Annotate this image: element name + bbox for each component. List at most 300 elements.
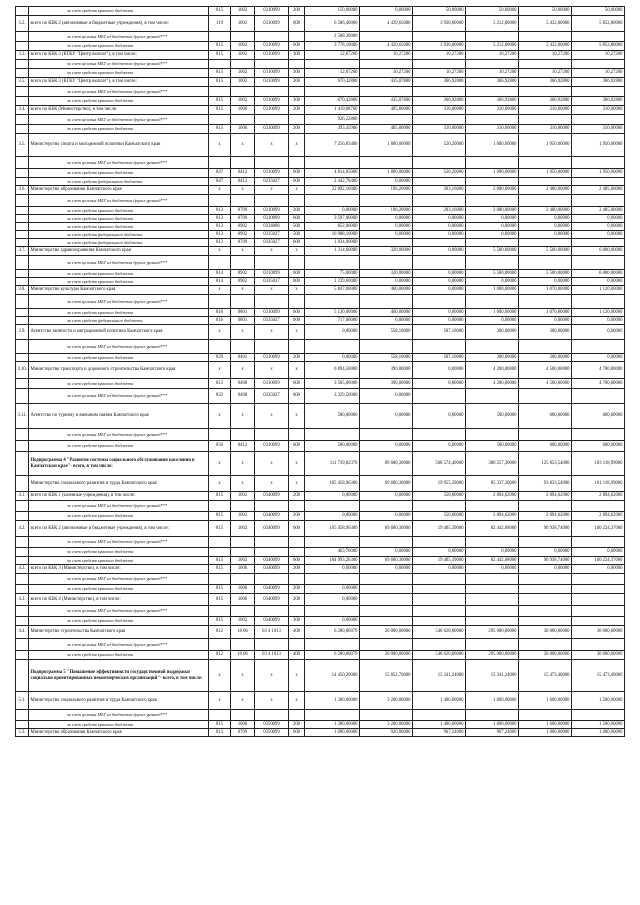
code-target-article: 0340099 xyxy=(255,521,289,537)
amount-col-2 xyxy=(360,60,413,69)
amount-col-3: 10,27200 xyxy=(413,69,466,78)
code-section: x xyxy=(231,476,255,492)
amount-col-4: 500,00000 xyxy=(466,404,519,429)
table-row xyxy=(16,354,625,362)
table-row xyxy=(16,169,625,178)
table-row xyxy=(16,548,625,557)
amount-col-2: 435,07800 xyxy=(360,78,413,87)
amount-col-6 xyxy=(572,178,625,186)
row-number xyxy=(16,441,29,452)
amount-col-2 xyxy=(360,256,413,270)
code-target-article: 0310099 xyxy=(255,309,289,317)
amount-col-5: 5 500,00000 xyxy=(519,247,572,256)
amount-col-4: 0,00000 xyxy=(466,223,519,231)
amount-col-5 xyxy=(519,32,572,42)
row-description: за счет средств краевого бюджета xyxy=(29,42,209,51)
code-section xyxy=(231,157,255,169)
row-description: за счет целевых МБТ из бюджетов других уровней*** xyxy=(29,537,209,548)
amount-col-2: 0,00000 xyxy=(360,548,413,557)
amount-col-1 xyxy=(305,60,360,69)
amount-col-1: 0,00000 xyxy=(305,492,360,501)
code-target-article: 0235027 xyxy=(255,178,289,186)
table-row xyxy=(16,286,625,295)
row-number: 3.9. xyxy=(16,325,29,340)
amount-col-5: 93 833,54000 xyxy=(519,476,572,492)
row-number xyxy=(16,97,29,106)
table-row xyxy=(16,521,625,537)
amount-col-6: 0,00000 xyxy=(572,548,625,557)
amount-col-2: 320,00000 xyxy=(360,270,413,278)
code-target-article: 0310099 xyxy=(255,97,289,106)
code-target-article xyxy=(255,195,289,207)
amount-col-5: 0,00000 xyxy=(519,223,572,231)
row-description: за счет средств краевого бюджета xyxy=(29,69,209,78)
code-ministry xyxy=(209,157,231,169)
code-section: 0801 xyxy=(231,309,255,317)
amount-col-2: 558,10000 xyxy=(360,325,413,340)
code-target-article: 0335027 xyxy=(255,231,289,239)
amount-col-6 xyxy=(572,429,625,441)
amount-col-2: 20 000,00000 xyxy=(360,626,413,639)
amount-col-1 xyxy=(305,429,360,441)
code-expense-type: 600 xyxy=(289,42,305,51)
code-section xyxy=(231,501,255,512)
amount-col-3 xyxy=(413,340,466,354)
table-row xyxy=(16,389,625,404)
amount-col-3 xyxy=(413,239,466,247)
amount-col-6: 0,00000 xyxy=(572,223,625,231)
amount-col-5 xyxy=(519,340,572,354)
code-expense-type xyxy=(289,157,305,169)
amount-col-1: 0,00000 xyxy=(305,617,360,626)
row-number xyxy=(16,557,29,565)
amount-col-2: 0,00000 xyxy=(360,178,413,186)
code-expense-type: 600 xyxy=(289,169,305,178)
amount-col-5: 15 473,40000 xyxy=(519,660,572,692)
amount-col-3 xyxy=(413,295,466,309)
table-row xyxy=(16,452,625,476)
code-expense-type xyxy=(289,195,305,207)
amount-col-1 xyxy=(305,606,360,617)
row-number xyxy=(16,651,29,660)
amount-col-1: 5 847,00000 xyxy=(305,286,360,295)
row-number: 4.2. xyxy=(16,521,29,537)
amount-col-5: 1 950,00000 xyxy=(519,134,572,157)
table-row xyxy=(16,51,625,60)
row-description: за счет средств краевого бюджета xyxy=(29,354,209,362)
amount-col-5: 1 000,00000 xyxy=(519,729,572,737)
amount-col-5: 2 480,00000 xyxy=(519,186,572,195)
row-description: Министерство образования Камчатского края xyxy=(29,729,209,737)
amount-col-1: 1 314,60000 xyxy=(305,247,360,256)
amount-col-2: 69 680,30000 xyxy=(360,557,413,565)
table-row xyxy=(16,69,625,78)
amount-col-1: 4 814,05000 xyxy=(305,169,360,178)
code-target-article: 0340099 xyxy=(255,492,289,501)
code-expense-type: 600 xyxy=(289,239,305,247)
row-number xyxy=(16,223,29,231)
code-section: 1006 xyxy=(231,721,255,729)
row-description: за счет целевых МБТ из бюджетов других уровней*** xyxy=(29,429,209,441)
row-number xyxy=(16,317,29,325)
row-number: 3.10. xyxy=(16,362,29,379)
amount-col-5 xyxy=(519,429,572,441)
row-number: 4.3. xyxy=(16,565,29,574)
code-ministry xyxy=(209,639,231,651)
amount-col-1: 12,67200 xyxy=(305,69,360,78)
row-number xyxy=(16,429,29,441)
table-row xyxy=(16,565,625,574)
row-number: 3.11. xyxy=(16,404,29,429)
table-row xyxy=(16,574,625,585)
code-target-article: x xyxy=(255,134,289,157)
table-row xyxy=(16,247,625,256)
amount-col-6: 103 118,99000 xyxy=(572,452,625,476)
row-description: за счет средств краевого бюджета xyxy=(29,721,209,729)
row-description: за счет средств краевого бюджета xyxy=(29,278,209,286)
amount-col-2: 15 852,70000 xyxy=(360,660,413,692)
amount-col-6 xyxy=(572,157,625,169)
amount-col-6 xyxy=(572,537,625,548)
table-row xyxy=(16,186,625,195)
amount-col-5: 300,00000 xyxy=(519,354,572,362)
row-description: за счет средств краевого бюджета xyxy=(29,309,209,317)
amount-col-3 xyxy=(413,389,466,404)
amount-col-4: 0,00000 xyxy=(466,278,519,286)
amount-col-1 xyxy=(305,710,360,721)
amount-col-6: 0,00000 xyxy=(572,354,625,362)
code-section xyxy=(231,606,255,617)
amount-col-2: 0,00000 xyxy=(360,223,413,231)
amount-col-1: 2 508,30000 xyxy=(305,32,360,42)
amount-col-4 xyxy=(466,87,519,97)
code-ministry: 815 xyxy=(209,512,231,521)
row-description: всего по КБК 3 (КГКУ "Центр выплат"), в том числе: xyxy=(29,51,209,60)
row-description: за счет средств краевого бюджета xyxy=(29,270,209,278)
amount-col-4: 366,92800 xyxy=(466,97,519,106)
amount-col-6: 310,00000 xyxy=(572,125,625,134)
code-target-article xyxy=(255,429,289,441)
table-row xyxy=(16,585,625,594)
code-target-article: x xyxy=(255,325,289,340)
code-section: 1002 xyxy=(231,557,255,565)
code-ministry xyxy=(209,710,231,721)
code-target-article: 0310099 xyxy=(255,78,289,87)
amount-col-6 xyxy=(572,639,625,651)
row-description: Агентство занятости и миграционной политики Камчатского края xyxy=(29,325,209,340)
code-section: 1002 xyxy=(231,617,255,626)
code-section xyxy=(231,115,255,125)
row-number xyxy=(16,87,29,97)
table-row xyxy=(16,78,625,87)
amount-col-4: 380 257,30000 xyxy=(466,452,519,476)
table-row xyxy=(16,223,625,231)
row-description: за счет целевых МБТ из бюджетов других уровней*** xyxy=(29,606,209,617)
amount-col-1: 104 993,26300 xyxy=(305,557,360,565)
amount-col-4 xyxy=(466,389,519,404)
amount-col-6: 366,92800 xyxy=(572,97,625,106)
amount-col-5: 310,00000 xyxy=(519,125,572,134)
amount-col-1: 926,22800 xyxy=(305,115,360,125)
row-number: 3.5. xyxy=(16,134,29,157)
amount-col-3 xyxy=(413,32,466,42)
row-number xyxy=(16,476,29,492)
row-number: 3.7. xyxy=(16,247,29,256)
amount-col-1 xyxy=(305,256,360,270)
amount-col-3: 548 620,00000 xyxy=(413,651,466,660)
code-ministry xyxy=(209,548,231,557)
amount-col-2: 0,00000 xyxy=(360,231,413,239)
code-section: 10 06 xyxy=(231,626,255,639)
amount-col-4 xyxy=(466,617,519,626)
row-description: за счет средств краевого бюджета xyxy=(29,617,209,626)
amount-col-6 xyxy=(572,594,625,606)
code-section xyxy=(231,537,255,548)
code-target-article: 0334006 xyxy=(255,223,289,231)
amount-col-4: 300,00000 xyxy=(466,354,519,362)
amount-col-6: 30 000,00000 xyxy=(572,651,625,660)
amount-col-5: 310,00000 xyxy=(519,106,572,115)
amount-col-2 xyxy=(360,574,413,585)
amount-col-5: 2 894,62000 xyxy=(519,512,572,521)
amount-col-1: 14 450,20000 xyxy=(305,660,360,692)
code-section xyxy=(231,32,255,42)
amount-col-3 xyxy=(413,574,466,585)
code-expense-type: 600 xyxy=(289,270,305,278)
code-target-article: x xyxy=(255,476,289,492)
table-row xyxy=(16,32,625,42)
amount-col-4: 967,24000 xyxy=(466,729,519,737)
amount-col-5: 4 500,00000 xyxy=(519,379,572,389)
code-ministry: 815 xyxy=(209,42,231,51)
code-ministry: 815 xyxy=(209,69,231,78)
amount-col-3: 0,00000 xyxy=(413,247,466,256)
amount-col-2 xyxy=(360,157,413,169)
code-section: 0801 xyxy=(231,317,255,325)
code-target-article: 0340099 xyxy=(255,512,289,521)
amount-col-3 xyxy=(413,60,466,69)
code-target-article xyxy=(255,548,289,557)
amount-col-3 xyxy=(413,256,466,270)
amount-col-6: 0,00000 xyxy=(572,231,625,239)
amount-col-5: 0,00000 xyxy=(519,215,572,223)
row-description: за счет средств федерального бюджета xyxy=(29,239,209,247)
amount-col-3: 366,92800 xyxy=(413,78,466,87)
code-ministry: x xyxy=(209,134,231,157)
amount-col-2: 920,00000 xyxy=(360,729,413,737)
amount-col-3: 520,20000 xyxy=(413,169,466,178)
amount-col-2 xyxy=(360,87,413,97)
code-expense-type: 200 xyxy=(289,565,305,574)
code-target-article: 0350099 xyxy=(255,721,289,729)
code-ministry: 814 xyxy=(209,278,231,286)
row-description: Подпрограмма 5 "Повышение эффективности государственной поддержки социально ориентированных некоммерческих организаций"- всего, в том числе: xyxy=(29,660,209,692)
amount-col-4: 0,00000 xyxy=(466,317,519,325)
amount-col-2 xyxy=(360,501,413,512)
amount-col-1: 0,00000 xyxy=(305,354,360,362)
code-expense-type xyxy=(289,710,305,721)
row-description: всего по КБК 4 (Министерство), в том числе: xyxy=(29,594,209,606)
table-row xyxy=(16,721,625,729)
code-ministry: 814 xyxy=(209,270,231,278)
code-ministry xyxy=(209,429,231,441)
code-section xyxy=(231,574,255,585)
row-number xyxy=(16,660,29,692)
code-ministry: 816 xyxy=(209,309,231,317)
row-description: Министерство транспорта и дорожного строительства Камчатского края xyxy=(29,362,209,379)
amount-col-5: 125 853,54000 xyxy=(519,452,572,476)
row-number xyxy=(16,585,29,594)
code-ministry: 815 xyxy=(209,125,231,134)
row-number: 3.3. xyxy=(16,51,29,60)
code-section: 0412 xyxy=(231,169,255,178)
code-expense-type: 300 xyxy=(289,617,305,626)
table-row xyxy=(16,537,625,548)
code-section: 1002 xyxy=(231,7,255,16)
code-target-article: 0335027 xyxy=(255,389,289,404)
amount-col-6 xyxy=(572,87,625,97)
code-expense-type xyxy=(289,574,305,585)
code-section: 0902 xyxy=(231,270,255,278)
amount-col-5: 90 938,74000 xyxy=(519,557,572,565)
code-section xyxy=(231,60,255,69)
code-section: 1006 xyxy=(231,585,255,594)
amount-col-6: 310,00000 xyxy=(572,106,625,115)
amount-col-1: 1 419,68700 xyxy=(305,106,360,115)
row-number xyxy=(16,69,29,78)
amount-col-5: 0,00000 xyxy=(519,548,572,557)
code-section: 0412 xyxy=(231,178,255,186)
code-target-article: x xyxy=(255,286,289,295)
code-target-article: x xyxy=(255,186,289,195)
amount-col-1: 2 442,78400 xyxy=(305,178,360,186)
amount-col-4: 1 000,00000 xyxy=(466,309,519,317)
amount-col-5: 0,00000 xyxy=(519,565,572,574)
amount-col-6: 1 120,00000 xyxy=(572,286,625,295)
row-number xyxy=(16,340,29,354)
amount-col-6 xyxy=(572,256,625,270)
code-expense-type: 200 xyxy=(289,207,305,215)
code-target-article xyxy=(255,574,289,585)
amount-col-4 xyxy=(466,594,519,606)
amount-col-2 xyxy=(360,195,413,207)
code-section: 0412 xyxy=(231,441,255,452)
code-ministry: 815 xyxy=(209,617,231,626)
table-row xyxy=(16,317,625,325)
code-target-article: 0310099 xyxy=(255,125,289,134)
code-target-article xyxy=(255,32,289,42)
code-expense-type: x xyxy=(289,247,305,256)
amount-col-3: 1 400,00000 xyxy=(413,692,466,710)
amount-col-3 xyxy=(413,429,466,441)
amount-col-5: 0,00000 xyxy=(519,231,572,239)
table-row xyxy=(16,134,625,157)
amount-col-4 xyxy=(466,429,519,441)
amount-col-6 xyxy=(572,295,625,309)
amount-col-1: 5 130,00000 xyxy=(305,309,360,317)
row-description: за счет средств краевого бюджета xyxy=(29,125,209,134)
amount-col-4: 310,00000 xyxy=(466,106,519,115)
amount-col-4 xyxy=(466,606,519,617)
row-number: 5.1. xyxy=(16,692,29,710)
amount-col-1: 0,00000 xyxy=(305,207,360,215)
code-expense-type: x xyxy=(289,134,305,157)
code-ministry: x xyxy=(209,404,231,429)
amount-col-6 xyxy=(572,710,625,721)
row-description: за счет целевых МБТ из бюджетов других уровней*** xyxy=(29,87,209,97)
row-number xyxy=(16,617,29,626)
amount-col-4: 1 000,00000 xyxy=(466,286,519,295)
amount-col-2: 0,00000 xyxy=(360,441,413,452)
amount-col-4: 82 442,68000 xyxy=(466,557,519,565)
code-section: 0408 xyxy=(231,379,255,389)
amount-col-5 xyxy=(519,239,572,247)
amount-col-5: 5 432,80000 xyxy=(519,16,572,32)
code-expense-type xyxy=(289,606,305,617)
amount-col-6: 5 852,80000 xyxy=(572,16,625,32)
amount-col-6 xyxy=(572,501,625,512)
code-section: 1002 xyxy=(231,69,255,78)
row-number xyxy=(16,115,29,125)
code-ministry xyxy=(209,537,231,548)
code-target-article xyxy=(255,606,289,617)
table-row xyxy=(16,106,625,115)
amount-col-6 xyxy=(572,617,625,626)
amount-col-2 xyxy=(360,617,413,626)
amount-col-5: 90 938,74000 xyxy=(519,521,572,537)
row-number xyxy=(16,606,29,617)
amount-col-1: 670,42800 xyxy=(305,78,360,87)
code-ministry: 815 xyxy=(209,585,231,594)
code-section xyxy=(231,639,255,651)
amount-col-5: 600,00000 xyxy=(519,441,572,452)
amount-col-5: 2 480,00000 xyxy=(519,207,572,215)
table-row xyxy=(16,325,625,340)
code-ministry: x xyxy=(209,325,231,340)
code-section: 1006 xyxy=(231,106,255,115)
code-target-article: 0310099 xyxy=(255,51,289,60)
amount-col-3: 203,16000 xyxy=(413,186,466,195)
row-description: за счет средств краевого бюджета xyxy=(29,7,209,16)
code-section: x xyxy=(231,325,255,340)
code-expense-type: 300 xyxy=(289,51,305,60)
table-row xyxy=(16,215,625,223)
row-number: 3.5. xyxy=(16,78,29,87)
row-description: за счет целевых МБТ из бюджетов других уровней*** xyxy=(29,639,209,651)
code-ministry: 815 xyxy=(209,97,231,106)
code-target-article xyxy=(255,340,289,354)
amount-col-4 xyxy=(466,178,519,186)
code-ministry xyxy=(209,60,231,69)
amount-col-2 xyxy=(360,639,413,651)
code-expense-type: 200 xyxy=(289,594,305,606)
table-row xyxy=(16,195,625,207)
amount-col-6 xyxy=(572,32,625,42)
amount-col-3: 0,00000 xyxy=(413,270,466,278)
code-expense-type: 600 xyxy=(289,441,305,452)
code-section: x xyxy=(231,452,255,476)
amount-col-1: 1 300,00000 xyxy=(305,721,360,729)
code-target-article: 0310099 xyxy=(255,16,289,32)
code-target-article: 0310099 xyxy=(255,7,289,16)
row-number xyxy=(16,389,29,404)
code-target-article: 03 4 1013 xyxy=(255,626,289,639)
amount-col-5: 5 500,00000 xyxy=(519,270,572,278)
amount-col-4 xyxy=(466,115,519,125)
amount-col-2 xyxy=(360,295,413,309)
code-target-article: 0310099 xyxy=(255,215,289,223)
amount-col-1: 1 300,00000 xyxy=(305,692,360,710)
